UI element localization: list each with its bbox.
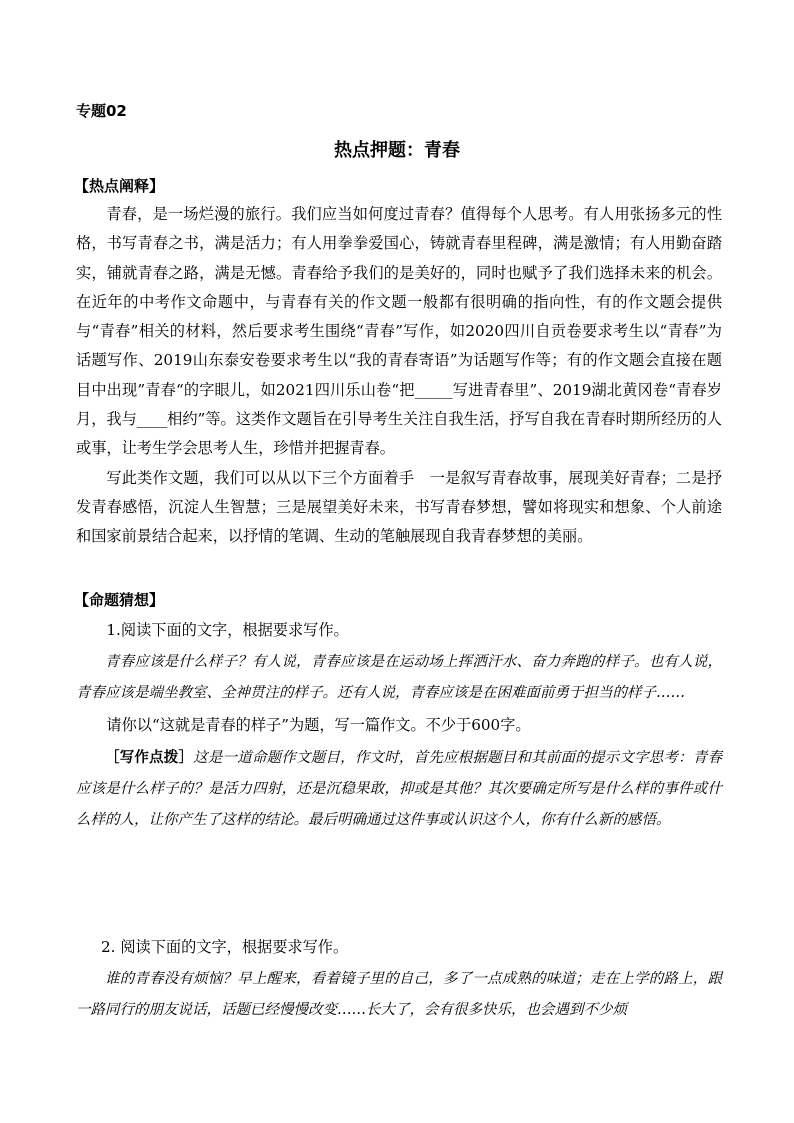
page-title: 热点押题：青春 <box>334 140 460 161</box>
question-1-requirement: 请你以“这就是青春的样子”为题，写一篇作文。不少于600字。 <box>106 716 531 735</box>
question-2-prompt: 2. 阅读下面的文字，根据要求写作。 <box>101 938 349 956</box>
topic-label: 专题02 <box>76 102 127 120</box>
tip-text: 这是一道命题作文题目，作文时，首先应根据题目和其前面的提示文字思考：青春应该是什么样子的？是活力四射，还是沉稳果敢，抑或是其他？其次要确定所写是什么样的事件或什么样的人，让你产生了这样的结论。最后明确通过这件事或认识这个人，你有什么新的感悟。 <box>76 749 722 828</box>
question-1-prompt: 1.阅读下面的文字，根据要求写作。 <box>106 621 349 639</box>
explanation-paragraph-1: 青春，是一场烂漫的旅行。我们应当如何度过青春？值得每个人思考。有人用张扬多元的性格，书写青春之书，满是活力；有人用拳拳爱国心，铸就青春里程碑，满是激情；有人用勤奋踏实，铺就青春之路，满是无憾。青春给予我们的是美好的，同时也赋予了我们选择未来的机会。在近年的中考作文命题中，与青春有关的作文题一般都有很明确的指向性，有的作文题会提供与“青春”相关的材料，然后要求考生围绕“青春”写作，如2020四川自贡卷要求考生以“青春”为话题写作、2019山东泰安卷要求考生以“我的青春寄语”为话题写作等；有的作文题会直接在题目中出现”青春“的字眼儿，如2021四川乐山卷“把_____写进青春里”、2019湖北黄冈卷“青春岁月，我与____相约”等。这类作文题旨在引导考生关注自我生活，抒写自我在青春时期所经历的人或事，让考生学会思考人生，珍惜并把握青春。 <box>76 205 722 458</box>
question-1-material: 青春应该是什么样子？有人说，青春应该是在运动场上挥洒汗水、奋力奔跑的样子。也有人说，青春应该是端坐教室、全神贯注的样子。还有人说，青春应该是在困难面前勇于担当的样子…… <box>76 654 722 702</box>
question-2-material: 谁的青春没有烦恼？早上醒来，看着镜子里的自己，多了一点成熟的味道；走在上学的路上，跟一路同行的朋友说话，话题已经慢慢改变……长大了，会有很多快乐，也会遇到不少烦 <box>76 971 722 1019</box>
question-2 <box>76 933 722 1026</box>
section-heading: 【热点阐释】 <box>74 177 165 195</box>
section-hotspot-explanation <box>76 175 722 552</box>
question-1-tip <box>76 743 722 836</box>
explanation-paragraph-2: 写此类作文题，我们可以从以下三个方面着手 一是叙写青春故事，展现美好青春；二是抒发青春感悟，沉淀人生智慧；三是展望美好未来，书写青春梦想，譬如将现实和想象、个人前途和国家前景结合起来，以抒情的笔调、生动的笔触展现自我青春梦想的美丽。 <box>76 468 722 546</box>
section-topic-guess <box>76 589 722 836</box>
tip-label: ［写作点拨］ <box>105 749 194 766</box>
section-heading: 【命题猜想】 <box>74 591 165 609</box>
